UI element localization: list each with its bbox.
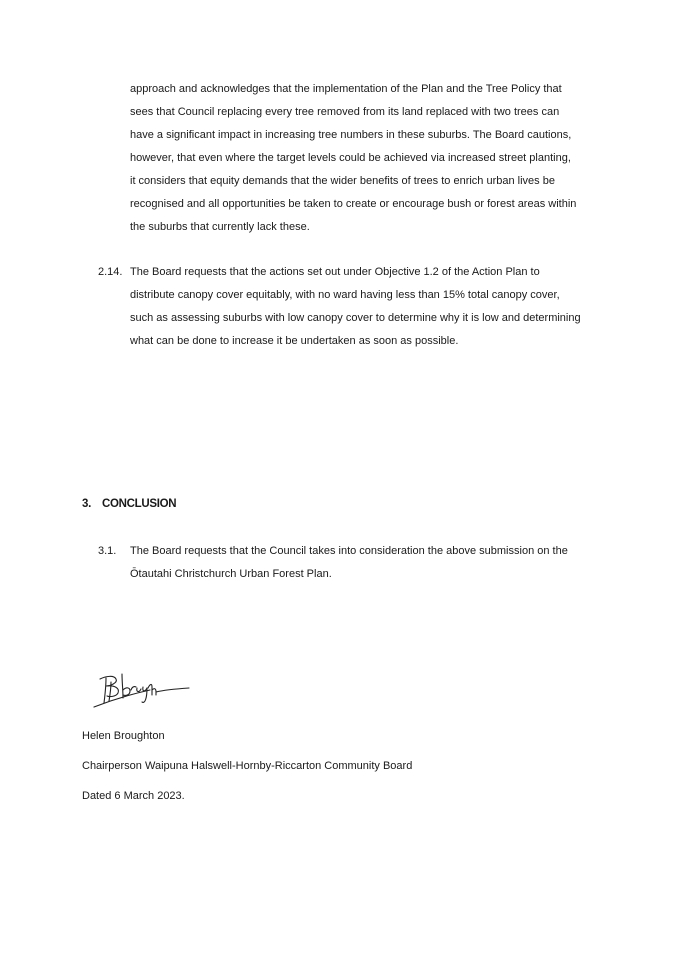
- signature-image: [92, 668, 194, 710]
- section-number: 3.: [82, 498, 91, 510]
- paragraph-line: The Board requests that the actions set out under Objective 1.2 of the Action Plan to: [130, 266, 540, 278]
- item-number-2-14: 2.14.: [98, 266, 123, 278]
- section-heading-conclusion: [82, 498, 176, 510]
- paragraph-line: however, that even where the target levels could be achieved via increased street planting,: [130, 152, 571, 164]
- paragraph-line: sees that Council replacing every tree removed from its land replaced with two trees can: [130, 106, 560, 118]
- section-title: CONCLUSION: [102, 498, 177, 510]
- paragraph-line: have a significant impact in increasing tree numbers in these suburbs. The Board cautions,: [130, 129, 572, 141]
- continued-paragraph: [130, 78, 600, 239]
- item-3-1-text: [130, 540, 600, 586]
- paragraph-line: distribute canopy cover equitably, with no ward having less than 15% total canopy cover,: [130, 289, 560, 301]
- paragraph-line: The Board requests that the Council takes into consideration the above submission on the: [130, 545, 568, 557]
- date-line: Dated 6 March 2023.: [82, 790, 185, 802]
- item-number-3-1: 3.1.: [98, 545, 117, 557]
- paragraph-line: approach and acknowledges that the implementation of the Plan and the Tree Policy that: [130, 83, 562, 95]
- signatory-name: Helen Broughton: [82, 730, 165, 742]
- signatory-role: Chairperson Waipuna Halswell-Hornby-Riccarton Community Board: [82, 760, 413, 772]
- paragraph-line: it considers that equity demands that the wider benefits of trees to enrich urban lives be: [130, 175, 555, 187]
- paragraph-line: recognised and all opportunities be taken to create or encourage bush or forest areas within: [130, 198, 577, 210]
- paragraph-line: what can be done to increase it be undertaken as soon as possible.: [130, 335, 459, 347]
- paragraph-line: the suburbs that currently lack these.: [130, 221, 310, 233]
- paragraph-line: such as assessing suburbs with low canopy cover to determine why it is low and determining: [130, 312, 581, 324]
- item-2-14-text: [130, 261, 600, 353]
- paragraph-line: Ōtautahi Christchurch Urban Forest Plan.: [130, 568, 332, 580]
